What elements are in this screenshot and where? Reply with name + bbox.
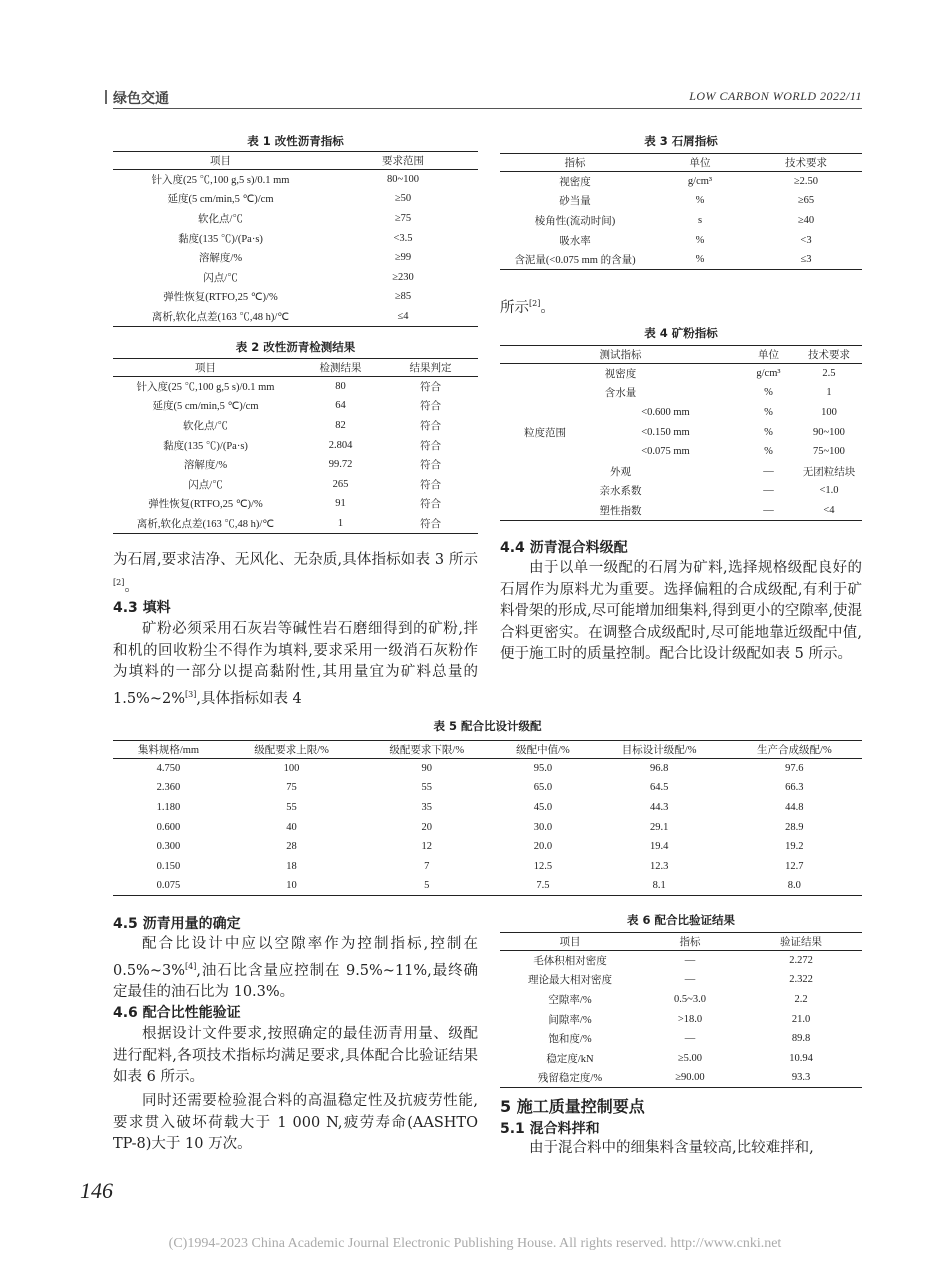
table4-cell: 75~100 xyxy=(813,446,845,458)
table5-cell: 12.5 xyxy=(533,860,553,872)
table5-cell: 4.750 xyxy=(156,763,181,775)
table6-cell: 2.322 xyxy=(789,974,813,986)
table2-cell: 符合 xyxy=(420,460,441,472)
table5-title: 表 5 配合比设计级配 xyxy=(433,719,542,733)
table2-cell: 符合 xyxy=(420,420,441,432)
table4-cell: % xyxy=(764,426,773,438)
table6-cell: 10.94 xyxy=(789,1052,813,1064)
table5-row xyxy=(113,876,862,896)
table5-cell: 96.8 xyxy=(649,763,669,775)
table4-cell: % xyxy=(764,387,773,399)
paragraph-5-1: 由于混合料中的细集料含量较高,比较难拌和, xyxy=(529,1140,814,1156)
table1-cell: 80~100 xyxy=(387,174,419,186)
table4 xyxy=(500,345,862,521)
table4-cell: 无团粒结块 xyxy=(802,466,856,478)
table5-cell: 8.1 xyxy=(592,876,727,896)
table5-row xyxy=(113,856,862,876)
table4-col-req: 技术要求 xyxy=(796,346,862,364)
table2-col-judge: 结果判定 xyxy=(383,359,478,377)
table2-row xyxy=(113,474,478,494)
table1 xyxy=(113,151,478,327)
table5-cell: 2.360 xyxy=(156,782,181,794)
table3-cell: 视密度 xyxy=(559,177,591,189)
table4-cell: <0.150 mm xyxy=(641,426,690,438)
table3-cell: ≤3 xyxy=(750,250,862,270)
table6-cell: 毛体积相对密度 xyxy=(533,956,607,968)
table5-cell: 0.300 xyxy=(156,841,181,853)
table2 xyxy=(113,358,478,534)
table5-cell: 12 xyxy=(421,841,432,853)
heading-4-6: 4.6 配合比性能验证 xyxy=(113,1005,241,1021)
table1-row xyxy=(113,248,478,268)
heading-4-5: 4.5 沥青用量的确定 xyxy=(113,916,241,932)
table4-title: 表 4 矿粉指标 xyxy=(644,326,718,340)
table4-cell: — xyxy=(763,465,774,477)
table5-row xyxy=(113,817,862,837)
table1-row xyxy=(113,170,478,190)
table5-cell: 7 xyxy=(424,860,430,872)
table6-row xyxy=(500,1048,862,1068)
table6-cell: 89.8 xyxy=(791,1033,811,1045)
table3-row xyxy=(500,230,862,250)
table5-row xyxy=(113,759,862,779)
table6-cell: 残留稳定度/% xyxy=(500,1068,640,1088)
table2-cell: 符合 xyxy=(383,514,478,534)
table6-row xyxy=(500,990,862,1010)
table5-cell: 20.0 xyxy=(533,841,553,853)
table3-col-req: 技术要求 xyxy=(750,154,862,172)
table6-cell: 空隙率/% xyxy=(548,994,592,1006)
table5-cell: 12.3 xyxy=(649,860,669,872)
table5-cell: 8.0 xyxy=(727,876,862,896)
paragraph-cont: 为石屑,要求洁净、无风化、无杂质,具体指标如表 3 所示[2]。 xyxy=(113,552,478,595)
table1-cell: 离析,软化点差(163 ℃,48 h)/℃ xyxy=(113,307,328,327)
heading-4-3: 4.3 填料 xyxy=(113,600,171,616)
table2-col-item: 项目 xyxy=(113,359,298,377)
table1-cell: ≥50 xyxy=(394,193,412,205)
table3-cell: ≥40 xyxy=(797,214,815,226)
table3-cell: 棱角性(流动时间) xyxy=(534,215,616,227)
table5-cell: 95.0 xyxy=(533,763,553,775)
table2-cell: 80 xyxy=(335,381,346,393)
table3 xyxy=(500,153,862,270)
table6-row xyxy=(500,1029,862,1049)
table2-cell: 符合 xyxy=(420,479,441,491)
paragraph-4-5: 配合比设计中应以空隙率作为控制指标,控制在 0.5%~3%[4],油石比含量应控制在 9.5%~11%,最终确定最佳的油石比为 10.3%。 xyxy=(113,936,478,1000)
table1-cell: 弹性恢复(RTFO,25 ℃)/% xyxy=(163,292,278,304)
table1-cell: ≥230 xyxy=(392,271,414,283)
table5-cell: 18 xyxy=(286,860,297,872)
table1-row xyxy=(113,287,478,307)
table3-cell: % xyxy=(650,250,750,270)
table2-cell: 符合 xyxy=(420,401,441,413)
table2-cell: 2.804 xyxy=(328,439,353,451)
table2-title: 表 2 改性沥青检测结果 xyxy=(235,340,356,354)
table5-cell: 90 xyxy=(421,763,432,775)
table6-col-item: 项目 xyxy=(500,933,640,951)
table1-row xyxy=(113,209,478,229)
table6-cell: 稳定度/kN xyxy=(546,1053,594,1065)
table5-cell: 100 xyxy=(283,763,300,775)
table2-cell: 64 xyxy=(335,400,346,412)
table5-cell: 44.3 xyxy=(649,801,669,813)
table1-col-range: 要求范围 xyxy=(328,152,478,170)
table1-cell: 溶解度/% xyxy=(198,253,243,265)
table1-cell: 闪点/℃ xyxy=(203,272,238,284)
table1-col-item: 项目 xyxy=(113,152,328,170)
table5-cell: 75 xyxy=(286,782,297,794)
table6 xyxy=(500,932,862,1088)
table3-row xyxy=(500,250,862,270)
table5-col-median: 级配中值/% xyxy=(494,741,591,759)
table2-cell: 弹性恢复(RTFO,25 ℃)/% xyxy=(148,499,263,511)
table2-row xyxy=(113,514,478,534)
table5-cell: 64.5 xyxy=(649,782,669,794)
table2-cell: 265 xyxy=(332,478,349,490)
table6-cell: 2.2 xyxy=(794,993,808,1005)
paragraph-right-top: 所示[2]。 xyxy=(500,299,555,316)
table5-cell: 97.6 xyxy=(785,763,804,775)
table4-col-test: 测试指标 xyxy=(500,346,741,364)
table6-row xyxy=(500,1009,862,1029)
table4-cell: 外观 xyxy=(609,466,631,478)
table6-cell: 93.3 xyxy=(740,1068,862,1088)
table2-row xyxy=(113,494,478,514)
copyright-footer: (C)1994-2023 China Academic Journal Electronic Publishing House. All rights reserved. http://www.cnki.net xyxy=(168,1236,782,1251)
table4-cell: 1 xyxy=(826,387,832,399)
table3-cell: 吸水率 xyxy=(559,235,591,247)
table5-cell: 29.1 xyxy=(649,821,669,833)
table5-cell: 10 xyxy=(224,876,359,896)
table2-row xyxy=(113,396,478,416)
table2-cell: 离析,软化点差(163 ℃,48 h)/℃ xyxy=(113,514,298,534)
table4-row xyxy=(500,501,862,521)
table4-cell: 含水量 xyxy=(604,388,637,400)
table3-cell: s xyxy=(697,214,703,226)
table4-cell: 90~100 xyxy=(813,426,845,438)
table3-title: 表 3 石屑指标 xyxy=(644,134,718,148)
table2-col-result: 检测结果 xyxy=(298,359,383,377)
table5-col-target: 目标设计级配/% xyxy=(592,741,727,759)
table5-cell: 66.3 xyxy=(785,782,804,794)
table6-row xyxy=(500,970,862,990)
table6-cell: 2.272 xyxy=(789,955,813,967)
table5-cell: 35 xyxy=(421,801,432,813)
table5-cell: 19.2 xyxy=(785,841,804,853)
table5-cell: 65.0 xyxy=(533,782,553,794)
table6-cell: — xyxy=(684,955,696,967)
table5-cell: 7.5 xyxy=(494,876,591,896)
table5-cell: 5 xyxy=(359,876,494,896)
table6-cell: ≥5.00 xyxy=(677,1052,703,1064)
paragraph-4-6a: 根据设计文件要求,按照确定的最佳沥青用量、级配进行配料,各项技术指标均满足要求,具体配合比验证结果如表 6 所示。 xyxy=(113,1026,478,1085)
table5 xyxy=(113,740,862,896)
table5-cell: 28.9 xyxy=(785,821,804,833)
table2-cell: 符合 xyxy=(420,440,441,452)
table4-cell: — xyxy=(741,501,796,521)
table4-cell: 100 xyxy=(821,406,837,418)
table5-cell: 30.0 xyxy=(533,821,553,833)
table1-cell: ≥75 xyxy=(394,212,412,224)
table1-cell: ≥99 xyxy=(394,252,412,264)
table1-cell: 黏度(135 ℃)/(Pa·s) xyxy=(178,233,263,245)
table3-cell: <3 xyxy=(800,234,812,246)
table2-row xyxy=(113,435,478,455)
paragraph-4-3: 矿粉必须采用石灰岩等碱性岩石磨细得到的矿粉,拌和机的回收粉尘不得作为填料,要求采用一级消石灰粉作为填料的一部分以提高黏附性,其用量宜为矿料总量的 1.5%~2%[3],具体指标如表 4 xyxy=(113,621,478,707)
table3-cell: g/cm³ xyxy=(687,176,713,188)
table4-col-unit: 单位 xyxy=(741,346,796,364)
heading-5: 5 施工质量控制要点 xyxy=(500,1097,645,1116)
table5-row xyxy=(113,837,862,857)
table2-cell: 符合 xyxy=(420,382,441,394)
table5-cell: 45.0 xyxy=(533,801,553,813)
table6-row xyxy=(500,1068,862,1088)
table4-row xyxy=(500,481,862,501)
table2-cell: 针入度(25 ℃,100 g,5 s)/0.1 mm xyxy=(136,382,275,394)
table6-col-result: 验证结果 xyxy=(740,933,862,951)
table1-row xyxy=(113,189,478,209)
table4-cell: <1.0 xyxy=(819,485,839,497)
table2-cell: 符合 xyxy=(420,499,441,511)
table5-cell: 55 xyxy=(286,801,297,813)
table5-cell: 1.180 xyxy=(156,801,181,813)
table3-row xyxy=(500,172,862,192)
table2-cell: 延度(5 cm/min,5 ℃)/cm xyxy=(152,401,259,413)
table4-cell: <4 xyxy=(796,501,862,521)
table1-cell: <3.5 xyxy=(393,232,413,244)
table4-cell: 塑性指数 xyxy=(500,501,741,521)
table3-col-index: 指标 xyxy=(500,154,650,172)
table6-cell: 0.5~3.0 xyxy=(674,993,706,1005)
table1-row xyxy=(113,267,478,287)
table6-cell: — xyxy=(684,974,696,986)
table4-row xyxy=(500,364,862,384)
table2-row xyxy=(113,455,478,475)
paragraph-4-4: 由于以单一级配的石屑为矿料,选择规格级配良好的石屑作为原料尤为重要。选择偏粗的合成级配,有利于矿料骨架的形成,尽可能增加细集料,得到更小的空隙率,使混合料更密实。在调整合成级配时,尽可能地靠近级配中值,便于施工时的质量控制。配合比设计级配如表 5 所示。 xyxy=(500,560,862,662)
table3-cell: ≥65 xyxy=(797,195,815,207)
table1-title: 表 1 改性沥青指标 xyxy=(247,134,344,148)
table4-group-label: 粒度范围 xyxy=(524,427,566,439)
table3-cell: 砂当量 xyxy=(559,196,591,208)
table4-row xyxy=(500,461,862,481)
table6-cell: 饱和度/% xyxy=(548,1034,592,1046)
heading-4-4: 4.4 沥青混合料级配 xyxy=(500,540,628,556)
table4-row xyxy=(500,383,862,403)
table6-cell: >18.0 xyxy=(677,1013,703,1025)
table2-cell: 黏度(135 ℃)/(Pa·s) xyxy=(163,440,248,452)
table5-cell: 40 xyxy=(286,821,297,833)
table4-cell: g/cm³ xyxy=(756,368,781,380)
table2-cell: 溶解度/% xyxy=(183,460,228,472)
table6-cell: 21.0 xyxy=(791,1013,811,1025)
table4-cell: 2.5 xyxy=(822,368,836,380)
table1-cell: 软化点/℃ xyxy=(198,213,243,225)
table2-cell: 软化点/℃ xyxy=(183,420,228,432)
paragraph-4-6b: 同时还需要检验混合料的高温稳定性及抗疲劳性能,要求贯入破坏荷载大于 1 000 N,疲劳寿命(AASHTO TP-8)大于 10 万次。 xyxy=(113,1093,478,1152)
table5-cell: 12.7 xyxy=(785,860,804,872)
table5-cell: 19.4 xyxy=(649,841,669,853)
table4-row xyxy=(500,403,862,423)
table6-col-index: 指标 xyxy=(640,933,740,951)
table5-cell: 0.600 xyxy=(156,821,181,833)
journal-issue: LOW CARBON WORLD 2022/11 xyxy=(689,89,862,103)
table1-row xyxy=(113,228,478,248)
table2-cell: 闪点/℃ xyxy=(188,479,223,491)
table5-cell: 20 xyxy=(421,821,432,833)
header-divider xyxy=(113,108,862,109)
table3-col-unit: 单位 xyxy=(650,154,750,172)
table2-row xyxy=(113,377,478,397)
table6-cell: ≥90.00 xyxy=(640,1068,740,1088)
table5-cell: 44.8 xyxy=(785,801,804,813)
heading-5-1: 5.1 混合料拌和 xyxy=(500,1121,600,1137)
table1-cell: ≤4 xyxy=(328,307,478,327)
table4-cell: <0.075 mm xyxy=(641,446,690,458)
table3-cell: % xyxy=(695,234,705,246)
table1-cell: ≥85 xyxy=(394,291,412,303)
table5-col-production: 生产合成级配/% xyxy=(727,741,862,759)
table2-cell: 99.72 xyxy=(328,459,353,471)
table5-col-lower: 级配要求下限/% xyxy=(359,741,494,759)
table5-row xyxy=(113,798,862,818)
table2-cell: 91 xyxy=(335,498,346,510)
table5-row xyxy=(113,778,862,798)
table6-cell: 理论最大相对密度 xyxy=(528,975,612,987)
table4-cell: % xyxy=(764,446,773,458)
table4-cell: <0.600 mm xyxy=(641,406,690,418)
table3-row xyxy=(500,191,862,211)
table5-col-upper: 级配要求上限/% xyxy=(224,741,359,759)
journal-section-title: 绿色交通 xyxy=(113,88,169,108)
table4-cell: 视密度 xyxy=(604,369,637,381)
table5-cell: 0.075 xyxy=(113,876,224,896)
table3-row xyxy=(500,211,862,231)
table5-col-spec: 集料规格/mm xyxy=(113,741,224,759)
table2-row xyxy=(113,416,478,436)
page-number: 146 xyxy=(80,1178,113,1203)
table6-title: 表 6 配合比验证结果 xyxy=(626,913,735,927)
table4-cell: % xyxy=(764,406,773,418)
table5-cell: 0.150 xyxy=(156,860,181,872)
table3-cell: 含泥量(<0.075 mm 的含量) xyxy=(500,250,650,270)
table5-cell: 28 xyxy=(286,841,297,853)
table5-cell: 55 xyxy=(421,782,432,794)
table6-cell: — xyxy=(684,1033,696,1045)
table1-row xyxy=(113,307,478,327)
table1-cell: 延度(5 cm/min,5 ℃)/cm xyxy=(167,194,274,206)
table6-cell: 间隙率/% xyxy=(548,1014,592,1026)
table2-cell: 1 xyxy=(298,514,383,534)
table2-cell: 82 xyxy=(335,419,346,431)
table1-cell: 针入度(25 ℃,100 g,5 s)/0.1 mm xyxy=(151,175,290,187)
table3-cell: ≥2.50 xyxy=(793,176,819,188)
table4-cell: — xyxy=(763,485,774,497)
table4-cell: 亲水系数 xyxy=(599,486,642,498)
table6-row xyxy=(500,951,862,971)
table3-cell: % xyxy=(695,195,705,207)
